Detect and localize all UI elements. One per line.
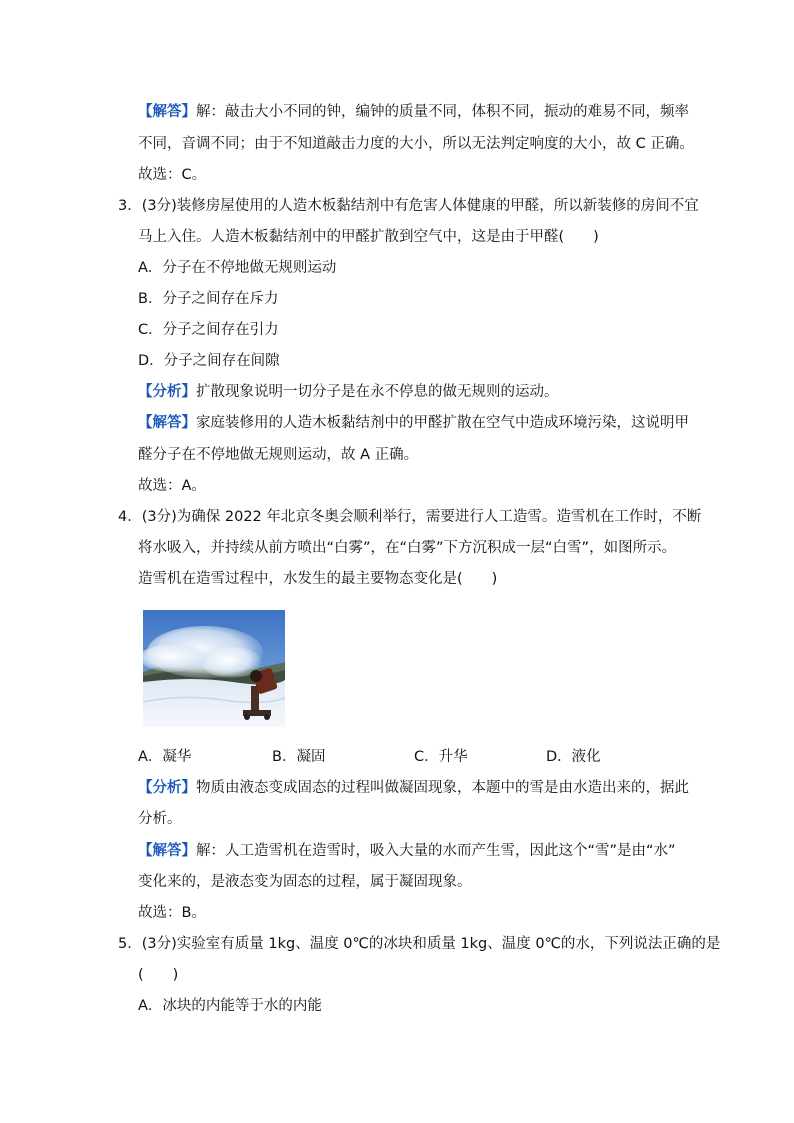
question-5-stem-cont: ( ): [138, 967, 179, 983]
question-4-options: [138, 747, 658, 767]
snow-machine-illustration: [143, 610, 285, 727]
solution-tag: 【解答】: [138, 843, 196, 859]
solution-tag: 【解答】: [138, 415, 196, 431]
question-3-analysis: [138, 382, 559, 402]
question-5-option-a: A．冰块的内能等于水的内能: [138, 998, 322, 1014]
question-3-solution-cont: 醛分子在不停地做无规则运动，故 A 正确。: [138, 447, 419, 463]
answer-line: 故选：C。: [138, 167, 207, 183]
solution-tag: 【解答】: [138, 104, 196, 120]
question-3-option-b: B．分子之间存在斥力: [138, 291, 279, 307]
question-3-solution: [138, 413, 689, 433]
question-5-stem: 5．(3分)实验室有质量 1kg、温度 0℃的冰块和质量 1kg、温度 0℃的水，下列说法正确的是: [118, 936, 721, 952]
question-3-option-c: C．分子之间存在引力: [138, 322, 279, 338]
question-3-answer: 故选：A。: [138, 478, 206, 494]
question-4-stem-cont2: 造雪机在造雪过程中，水发生的最主要物态变化是( ): [138, 571, 498, 587]
question-4-stem-cont: 将水吸入，并持续从前方喷出“白雾”，在“白雾”下方沉积成一层“白雪”，如图所示。: [138, 540, 677, 556]
snow-machine-photo: [143, 610, 285, 727]
question-3-stem-cont: 马上入住。人造木板黏结剂中的甲醛扩散到空气中，这是由于甲醛( ): [138, 229, 599, 245]
analysis-tag: 【分析】: [138, 780, 196, 796]
question-4-solution: [138, 841, 676, 861]
question-4-stem: 4．(3分)为确保 2022 年北京冬奥会顺利举行，需要进行人工造雪。造雪机在工作时，不断: [118, 509, 702, 525]
analysis-tag: 【分析】: [138, 384, 196, 400]
analysis-text: 物质由液态变成固态的过程叫做凝固现象，本题中的雪是由水造出来的，据此: [196, 780, 689, 796]
question-4-option-d: D．液化: [546, 749, 601, 765]
question-4-analysis-cont: 分析。: [138, 811, 182, 827]
question-3-option-a: A．分子在不停地做无规则运动: [138, 260, 337, 276]
question-4-analysis: [138, 778, 689, 798]
question-4-option-a: A．凝华: [138, 749, 192, 765]
question-3-stem: 3．(3分)装修房屋使用的人造木板黏结剂中有危害人体健康的甲醛，所以新装修的房间不宜: [118, 198, 699, 214]
analysis-text: 扩散现象说明一切分子是在永不停息的做无规则的运动。: [196, 384, 559, 400]
question-4-answer: 故选：B。: [138, 905, 206, 921]
question-4-option-c: C．升华: [414, 749, 468, 765]
question-3-option-d: D．分子之间存在间隙: [138, 353, 280, 369]
solution-line: [138, 102, 689, 122]
solution-text: 解：人工造雪机在造雪时，吸入大量的水而产生雪，因此这个“雪”是由“水”: [196, 843, 676, 859]
solution-text: 解：敲击大小不同的钟，编钟的质量不同，体积不同，振动的难易不同，频率: [196, 104, 689, 120]
solution-line: 不同，音调不同；由于不知道敲击力度的大小，所以无法判定响度的大小，故 C 正确。: [138, 136, 694, 152]
solution-text: 家庭装修用的人造木板黏结剂中的甲醛扩散在空气中造成环境污染，这说明甲: [196, 415, 689, 431]
question-4-option-b: B．凝固: [272, 749, 326, 765]
question-4-solution-cont: 变化来的，是液态变为固态的过程，属于凝固现象。: [138, 874, 472, 890]
